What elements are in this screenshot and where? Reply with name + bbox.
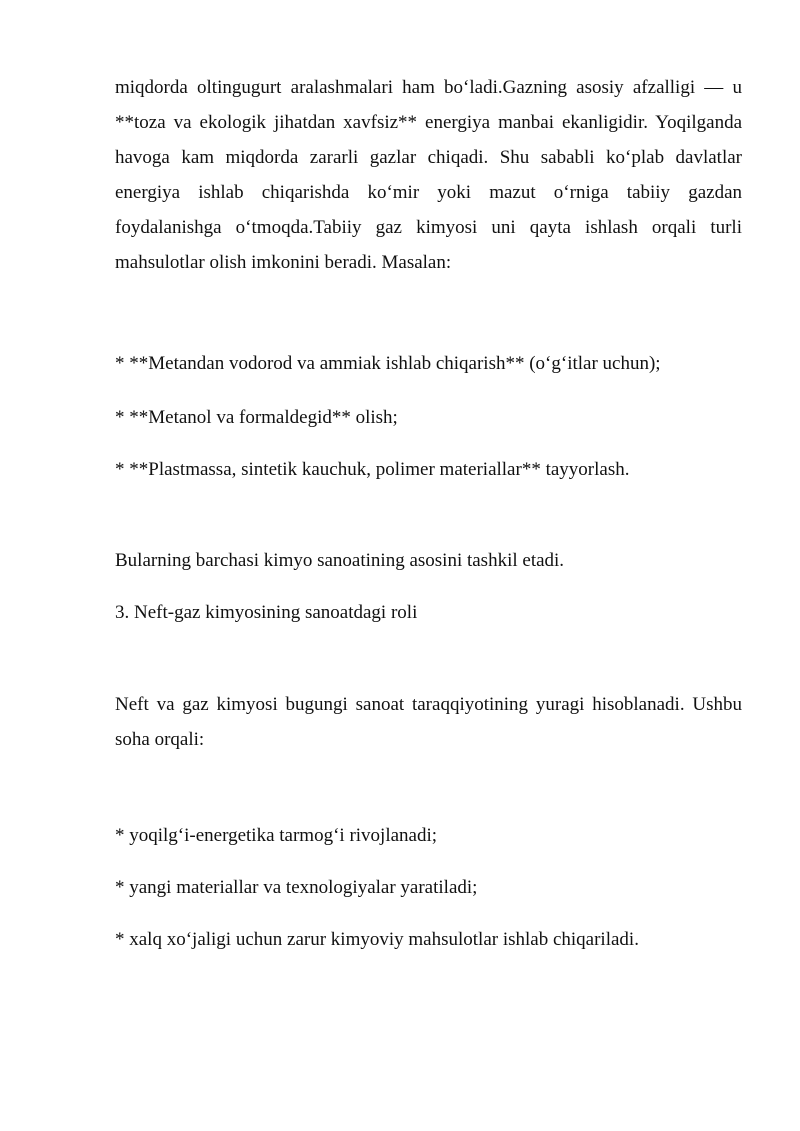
section-heading: 3. Neft-gaz kimyosining sanoatdagi roli	[115, 602, 418, 623]
list-item-outcome-3: * xalq xo‘jaligi uchun zarur kimyoviy mahsulotlar ishlab chiqariladi.	[115, 929, 639, 950]
list-item-outcome-1: * yoqilg‘i-energetika tarmog‘i rivojlanadi;	[115, 825, 438, 846]
paragraph-gas-advantages: miqdorda oltingugurt aralashmalari ham bo‘ladi.Gazning asosiy afzalligi — u **toza va ekologik jihatdan xavfsiz** energiya manbai ekanligidir. Yoqilganda havoga kam miqdorda zararli gazlar chiqadi. Shu sababli ko‘plab davlatlar energiya ishlab chiqarishda ko‘mir yoki mazut o‘rniga tabiiy gazdan foydalanishga o‘tmoqda.Tabiiy gaz kimyosi uni qayta ishlash orqali turli mahsulotlar olish imkonini beradi. Masalan:	[115, 77, 742, 273]
list-item-product-2: * **Metanol va formaldegid** olish;	[115, 407, 398, 428]
paragraph-summary: Bularning barchasi kimyo sanoatining asosini tashkil etadi.	[115, 550, 565, 571]
list-item-product-1: * **Metandan vodorod va ammiak ishlab chiqarish** (o‘g‘itlar uchun);	[115, 353, 661, 374]
list-item-outcome-2: * yangi materiallar va texnologiyalar yaratiladi;	[115, 877, 478, 898]
paragraph-industry-role: Neft va gaz kimyosi bugungi sanoat taraqqiyotining yuragi hisoblanadi. Ushbu soha orqali:	[115, 694, 742, 750]
list-item-product-3: * **Plastmassa, sintetik kauchuk, polimer materiallar** tayyorlash.	[115, 459, 630, 480]
